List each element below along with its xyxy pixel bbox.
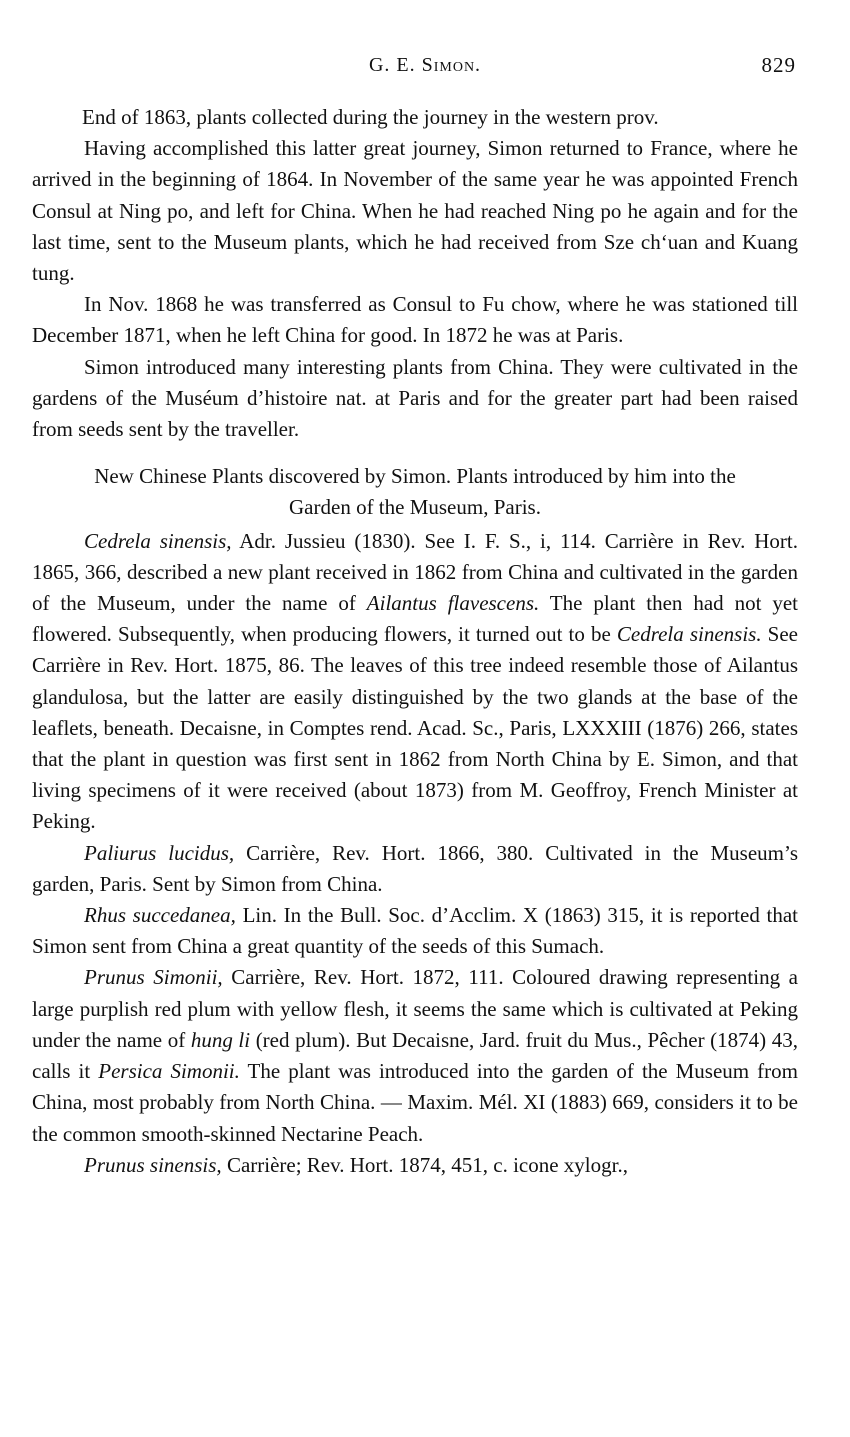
page-number: 829 — [761, 53, 796, 77]
species-name: Rhus succedanea, — [84, 903, 236, 928]
entry-text: Carrière; Rev. Hort. 1874, 451, c. icone xylogr., — [221, 1152, 628, 1177]
entry-prunus-sinensis — [32, 1150, 798, 1181]
species-name: Prunus Simonii, — [84, 965, 223, 990]
species-name: Cedrela sinensis. — [616, 622, 762, 647]
species-name: Ailantus flavescens. — [366, 591, 540, 616]
species-name: Persica Simonii. — [98, 1059, 240, 1084]
paragraph-introduced-plants: Simon introduced many interesting plants from China. They were cultivated in the gardens of the Muséum d’histoire nat. at Paris and for the greater part had been raised from seeds sent by the traveller. — [32, 354, 798, 442]
entry-text: Lin. In the Bull. Soc. d’Acclim. X (1863) 315, it is reported that Simon sent from China a great quantity of the seeds of this Sumach. — [32, 903, 798, 959]
paragraph-fu-chow: In Nov. 1868 he was transferred as Consul to Fu chow, where he was stationed till December 1871, when he left China for good. In 1872 he was at Paris. — [32, 292, 798, 348]
entry-text: The plant then had not yet flowered. Subsequently, when producing flowers, it turned out to be — [32, 591, 799, 647]
entry-cedrela-sinensis — [32, 526, 798, 838]
section-heading: New Chinese Plants discovered by Simon. Plants introduced by him into the Garden of the Museum, Paris. — [94, 464, 736, 520]
entry-rhus-succedanea — [32, 900, 798, 962]
species-name: Cedrela sinensis, — [84, 528, 232, 553]
paragraph-journey-end: End of 1863, plants collected during the journey in the western prov. — [82, 105, 659, 129]
entry-text: Adr. Jussieu (1830). See I. F. S., i, 114. Carrière in Rev. Hort. 1865, 366, described a new plant received in 1862 from China and cultivated in the garden of the Museum, under the name of — [32, 528, 798, 616]
species-name: Prunus sinensis, — [84, 1152, 222, 1177]
entry-text: (red plum). But Decaisne, Jard. fruit du Mus., Pêcher (1874) 43, calls it — [32, 1027, 798, 1084]
paragraph-return-to-france: Having accomplished this latter great journey, Simon returned to France, where he arrived in the beginning of 1864. In November of the same year he was appointed French Consul at Ning po, and left for China. When he had reached Ning po he again and for the last time, sent to the Museum plants, which he had received from Sze ch‘uan and Kuang tung. — [32, 136, 798, 286]
species-name: hung li — [190, 1027, 251, 1052]
entry-prunus-simonii — [32, 962, 798, 1149]
running-head: G. E. Simon. — [368, 54, 482, 76]
page-header — [0, 50, 850, 80]
species-name: Paliurus lucidus, — [84, 840, 235, 865]
entry-text: Carrière, Rev. Hort. 1866, 380. Cultivated in the Museum’s garden, Paris. Sent by Simon from China. — [32, 840, 798, 896]
entry-text: See Carrière in Rev. Hort. 1875, 86. The leaves of this tree indeed resemble those of Ailantus glandulosa, but the latter are easily distinguished by the two glands at the base of the leaflets, beneath. Decaisne, in Comptes rend. Acad. Sc., Paris, LXXXIII (1876) 266, states that the plant in question was first sent in 1862 from North China by E. Simon, and that living specimens of it were received (about 1873) from M. Geoffroy, French Minister at Peking. — [32, 622, 798, 834]
entry-text: Carrière, Rev. Hort. 1872, 111. Coloured drawing representing a large purplish red plum with yellow flesh, it seems the same which is cultivated at Peking under the name of — [32, 965, 799, 1052]
entry-paliurus-lucidus — [32, 838, 798, 900]
entry-text: The plant was introduced into the garden of the Museum from China, most probably from North China. — Maxim. Mél. XI (1883) 669, considers it to be the common smooth-skinned Nectarine Peach. — [32, 1059, 799, 1146]
page-body — [32, 102, 798, 1181]
